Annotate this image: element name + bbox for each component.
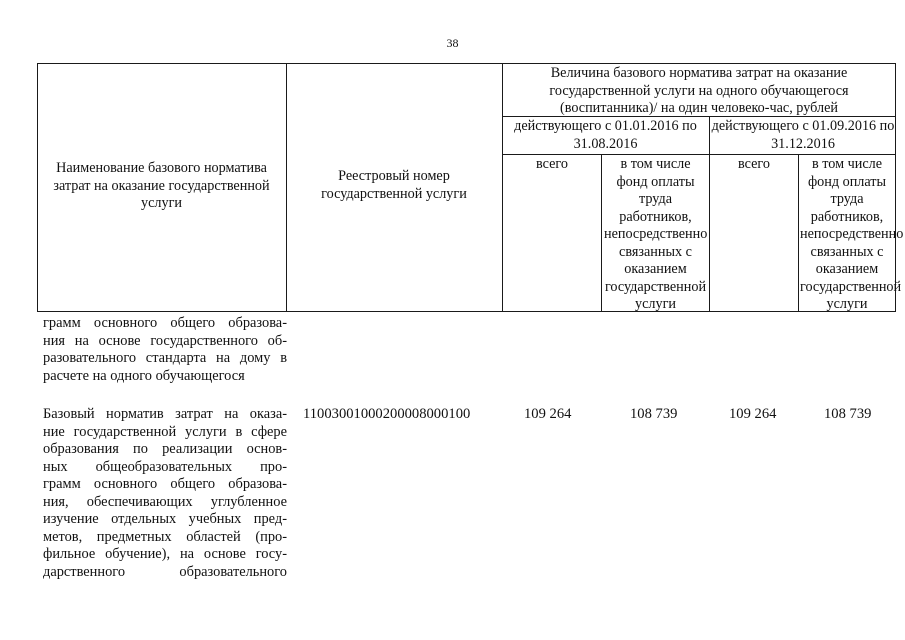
header-total-2: всего bbox=[738, 156, 770, 172]
text-line: ния на основе государственного об- bbox=[43, 332, 287, 349]
header-group-title: Величина базового норматива затрат на оказание государственной услуги на одного обучающегося (воспитанника)/ на один человеко-час, рублей bbox=[549, 65, 849, 116]
text-line: ние государственной услуги в сфере bbox=[43, 423, 287, 440]
header-included-2: в том числе фонд оплаты труда работников, непосредственно связанных с оказанием государственной услуги bbox=[800, 156, 904, 312]
header-period-1: действующего с 01.01.2016 по 31.08.2016 bbox=[514, 118, 697, 152]
header-included-1: в том числе фонд оплаты труда работников, непосредственно связанных с оказанием государственной услуги bbox=[604, 156, 708, 312]
column-divider bbox=[286, 64, 287, 311]
text-line: ния, обеспечивающих углубленное bbox=[43, 493, 287, 510]
column-divider bbox=[709, 116, 710, 311]
text-line: образования по реализации основ- bbox=[43, 441, 287, 457]
text-line: расчете на одного обучающегося bbox=[43, 367, 245, 384]
text-line: фильное обучение), на основе госу- bbox=[43, 546, 287, 562]
value-included-period-2: 108 739 bbox=[824, 406, 872, 422]
registry-number: 11003001000200008000100 bbox=[303, 406, 471, 422]
value-total-period-1: 109 264 bbox=[524, 406, 572, 422]
header-period-2: действующего с 01.09.2016 по 31.12.2016 bbox=[711, 118, 895, 152]
text-line: ных общеобразовательных про- bbox=[43, 458, 287, 475]
header-total-1: всего bbox=[536, 156, 568, 172]
text-line: грамм основного общего образова- bbox=[43, 315, 287, 331]
header-col-name: Наименование базового норматива затрат на оказание государственной услуги bbox=[53, 160, 270, 211]
text-line: Базовый норматив затрат на оказа- bbox=[43, 406, 287, 422]
row-name bbox=[43, 406, 287, 581]
text-line: метов, предметных областей (про- bbox=[43, 528, 287, 545]
header-col-registry: Реестровый номер государственной услуги bbox=[321, 168, 467, 202]
value-included-period-1: 108 739 bbox=[630, 406, 678, 422]
text-line: грамм основного общего образова- bbox=[43, 476, 287, 492]
column-divider bbox=[601, 154, 602, 311]
text-line: изучение отдельных учебных пред- bbox=[43, 511, 287, 527]
row-divider bbox=[502, 154, 896, 155]
page-number: 38 bbox=[446, 36, 459, 50]
value-total-period-2: 109 264 bbox=[729, 406, 777, 422]
continued-row-text bbox=[43, 315, 287, 385]
column-divider bbox=[798, 154, 799, 311]
text-line: дарственного образовательного bbox=[43, 563, 287, 580]
text-line: разовательного стандарта на дому в bbox=[43, 350, 287, 366]
column-divider bbox=[502, 64, 503, 311]
